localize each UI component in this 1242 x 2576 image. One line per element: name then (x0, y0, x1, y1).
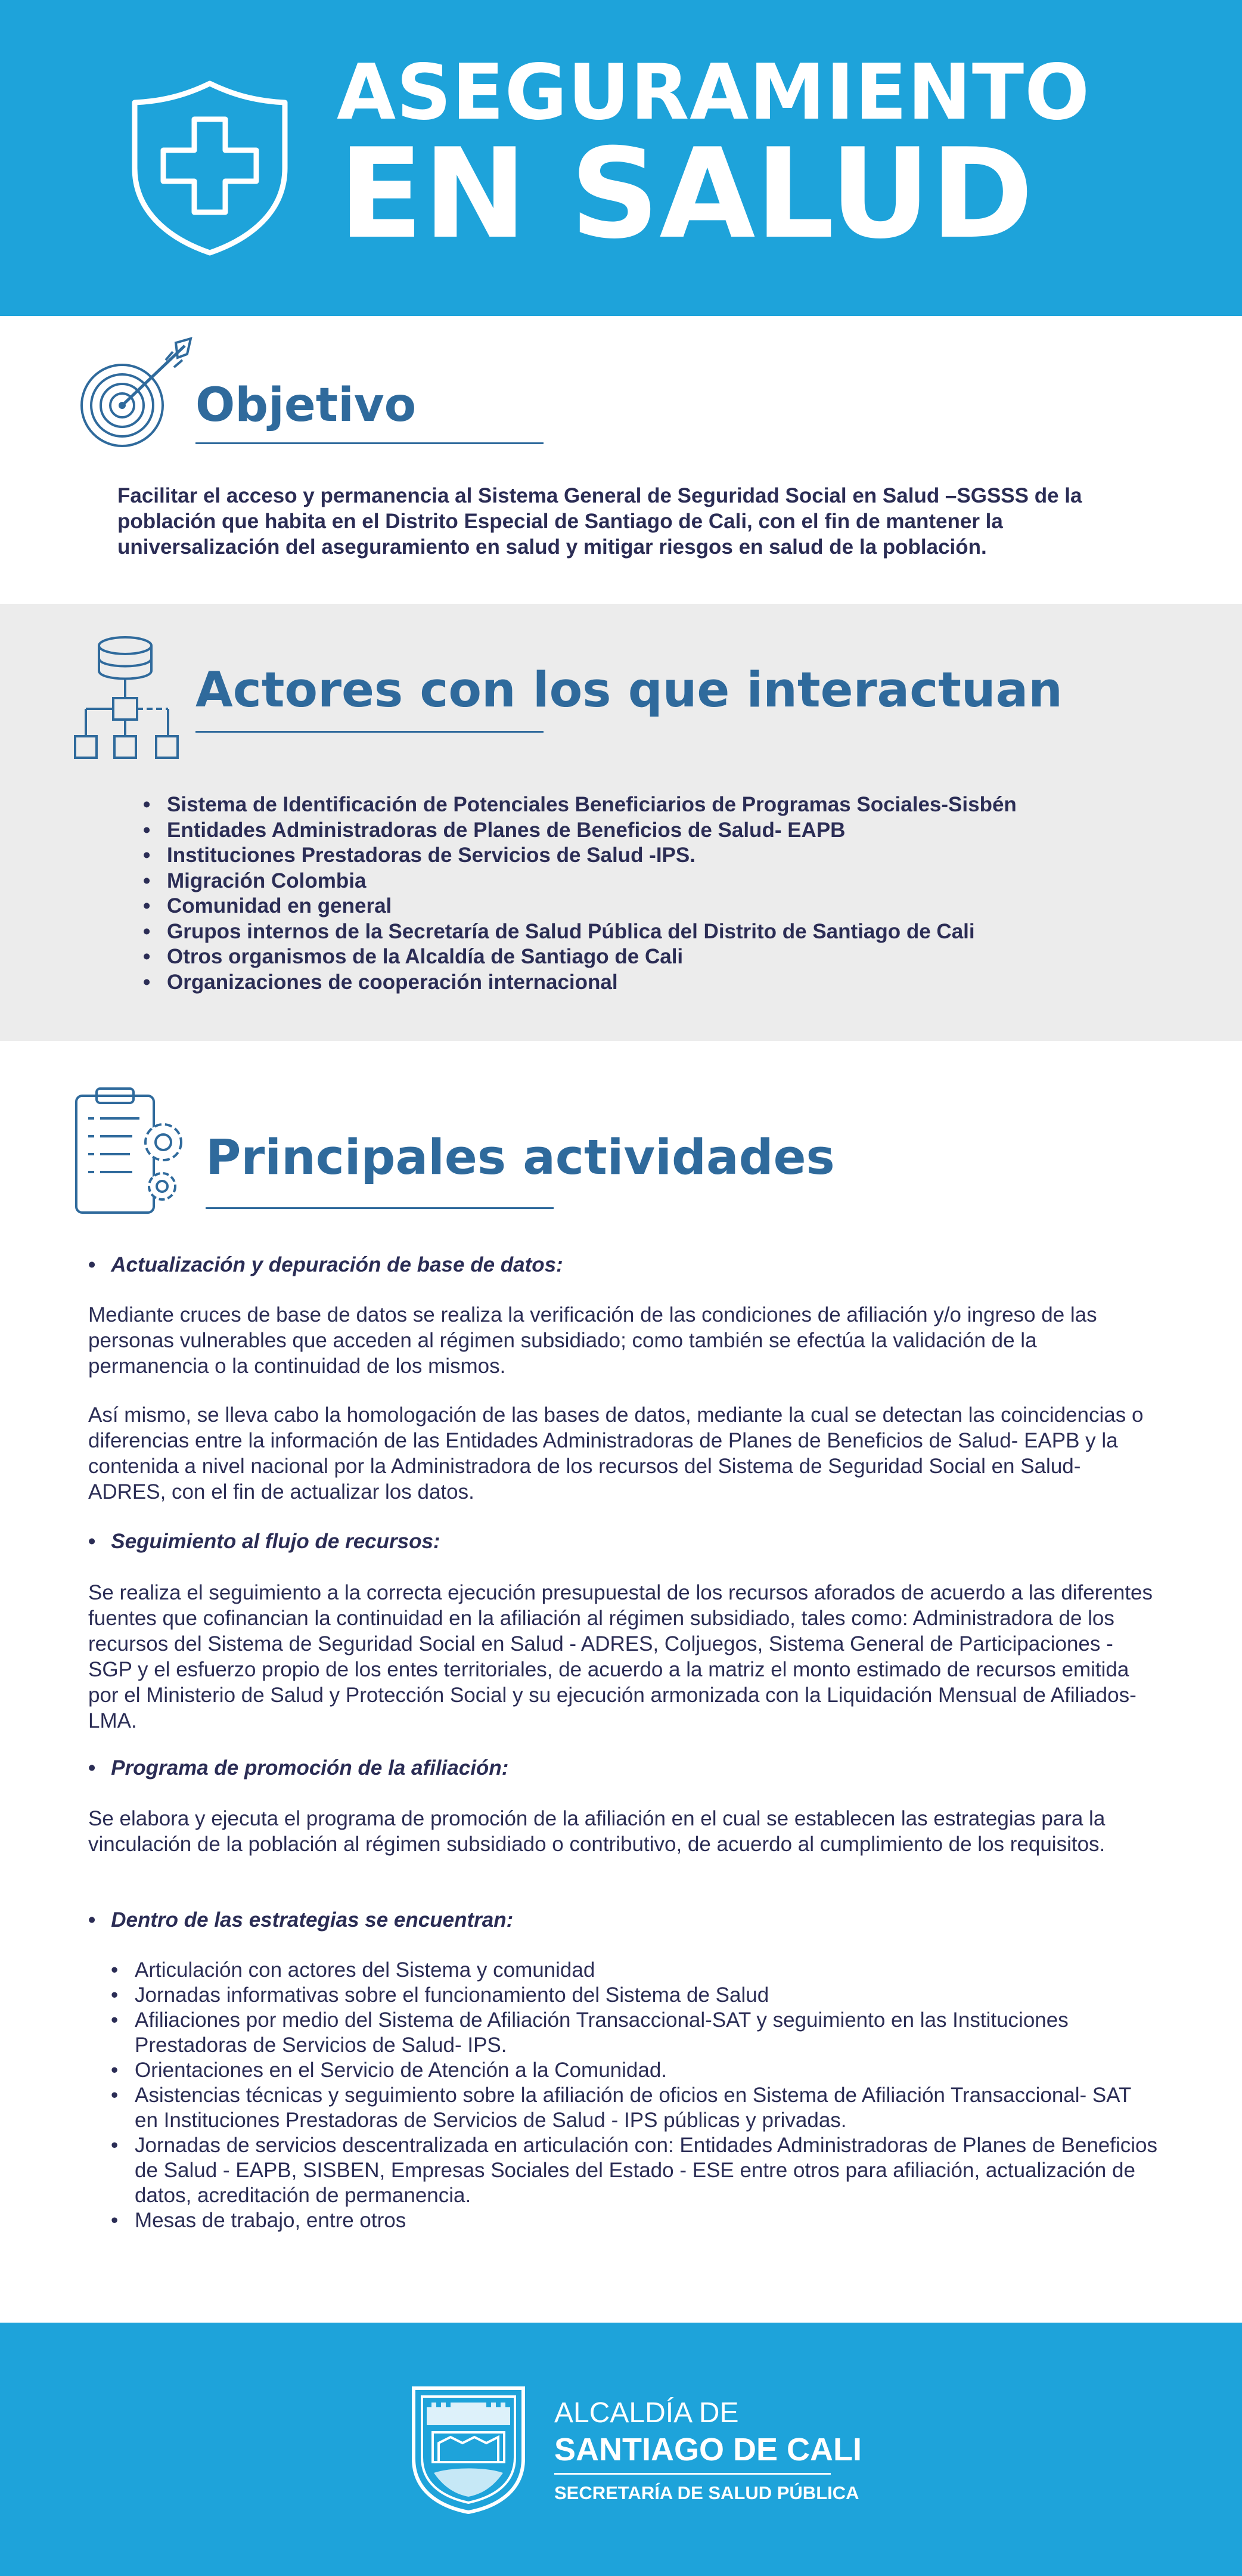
list-item: • Comunidad en general (143, 894, 1204, 919)
actividades-underline (206, 1207, 554, 1209)
actividades-heading: Principales actividades (206, 1130, 835, 1186)
subheading-text: Seguimiento al flujo de recursos: (111, 1530, 440, 1553)
bullet-dot: • (88, 1756, 96, 1780)
objetivo-heading: Objetivo (195, 379, 417, 432)
list-item: • Sistema de Identificación de Potenciales Beneficiarios de Programas Sociales-Sisbén (143, 792, 1204, 818)
list-item: • Mesas de trabajo, entre otros (111, 2208, 1160, 2233)
subheading-text: Programa de promoción de la afiliación: (111, 1756, 509, 1780)
list-item: • Organizaciones de cooperación internacional (143, 970, 1204, 996)
paragraph-recursos: Se realiza el seguimiento a la correcta ejecución presupuestal de los recursos aforados de acuerdo a las diferentes fuentes que cofinancian la continuidad en la afiliación al régimen subsidiado, tales como: Administradora de los recursos del Sistema de Seguridad Social en Salud - ADRES, Coljuegos, Sistema General de Participaciones - SGP y el esfuerzo propio de los entes territoriales, de acuerdo a la matriz el monto estimado de recursos emitida por el Ministerio de Salud y Protección Social y su ejecución armonizada con la Liquidación Mensual de Afiliados-LMA. (88, 1581, 1153, 1732)
list-item: • Afiliaciones por medio del Sistema de Afiliación Transaccional-SAT y seguimiento en las Instituciones Prestadoras de Servicios de Salud- IPS. (111, 2008, 1160, 2058)
header-banner (0, 0, 1242, 316)
bullet-dot: • (88, 1253, 96, 1276)
objetivo-text: Facilitar el acceso y permanencia al Sistema General de Seguridad Social en Salud –SGSSS de la población que habita en el Distrito Especial de Santiago de Cali, con el fin de mantener la universalización del aseguramiento en salud y mitigar riesgos en salud de la población. (117, 484, 1082, 559)
list-item: • Orientaciones en el Servicio de Atención a la Comunidad. (111, 2058, 1160, 2083)
actores-heading: Actores con los que interactuan (195, 662, 1063, 718)
list-item: • Articulación con actores del Sistema y comunidad (111, 1958, 1160, 1983)
target-arrow-icon (72, 334, 203, 453)
bullet-dot: • (88, 1908, 96, 1932)
subheading-text: Dentro de las estrategias se encuentran: (111, 1908, 514, 1932)
org-divider (554, 2473, 831, 2475)
list-item: • Otros organismos de la Alcaldía de Santiago de Cali (143, 944, 1204, 970)
subheading-estrategias (88, 1908, 513, 1932)
bullet-dot: • (88, 1530, 96, 1553)
list-item: • Migración Colombia (143, 869, 1204, 894)
list-item: • Asistencias técnicas y seguimiento sobre la afiliación de oficios en Sistema de Afiliación Transaccional- SAT en Instituciones Prestadoras de Servicios de Salud - IPS públicas y privadas. (111, 2083, 1160, 2133)
title-line-2: EN SALUD (339, 122, 1034, 266)
paragraph-homologacion: Así mismo, se lleva cabo la homologación de las bases de datos, mediante la cual se detectan las coincidencias o diferencias entre la información de las Entidades Administradoras de Planes de Beneficios de Salud- EAPB y la contenida a nivel nacional por la Administradora de los recursos del Sistema de Seguridad Social en Salud- ADRES, con el fin de actualizar los datos. (88, 1403, 1144, 1504)
org-name-line-2: SANTIAGO DE CALI (554, 2432, 862, 2467)
list-item: • Jornadas de servicios descentralizada en articulación con: Entidades Administradoras de Planes de Beneficios de Salud - EAPB, SISBEN, Empresas Sociales del Estado - ESE entre otros para afiliación, actualización de datos, acreditación de permanencia. (111, 2133, 1160, 2208)
database-network-icon (73, 634, 180, 765)
list-item: • Entidades Administradoras de Planes de Beneficios de Salud- EAPB (143, 818, 1204, 844)
objetivo-section (0, 316, 1242, 604)
org-name-line-1: ALCALDÍA DE (554, 2397, 739, 2429)
actores-section (0, 604, 1242, 1041)
actividades-section (0, 1041, 1242, 2323)
objetivo-underline (195, 442, 544, 444)
subheading-promocion (88, 1756, 508, 1780)
actores-underline (195, 731, 544, 733)
shield-cross-icon (126, 79, 293, 258)
list-item: • Instituciones Prestadoras de Servicios de Salud -IPS. (143, 843, 1204, 869)
cali-coat-of-arms-icon (409, 2383, 528, 2516)
subheading-text: Actualización y depuración de base de datos: (111, 1253, 563, 1276)
list-item: • Jornadas informativas sobre el funcionamiento del Sistema de Salud (111, 1983, 1160, 2008)
subheading-seguimiento (88, 1530, 440, 1554)
paragraph-promocion: Se elabora y ejecuta el programa de promoción de la afiliación en el cual se establecen las estrategias para la vinculación de la población al régimen subsidiado o contributivo, de acuerdo al cumplimiento de los requisitos. (88, 1807, 1106, 1856)
actores-list (143, 792, 1204, 995)
title-line-1: ASEGURAMIENTO (337, 48, 1090, 137)
org-name-line-3: SECRETARÍA DE SALUD PÚBLICA (554, 2482, 859, 2503)
clipboard-gears-icon (73, 1087, 192, 1219)
list-item: • Grupos internos de la Secretaría de Salud Pública del Distrito de Santiago de Cali (143, 919, 1204, 945)
paragraph-verificacion: Mediante cruces de base de datos se realiza la verificación de las condiciones de afiliación y/o ingreso de las personas vulnerables que acceden al régimen subsidiado; como también se efectúa la validación de la permanencia o la continuidad de los mismos. (88, 1303, 1097, 1378)
subheading-actualizacion (88, 1253, 563, 1277)
footer-banner (0, 2323, 1242, 2576)
estrategias-list (111, 1958, 1160, 2233)
